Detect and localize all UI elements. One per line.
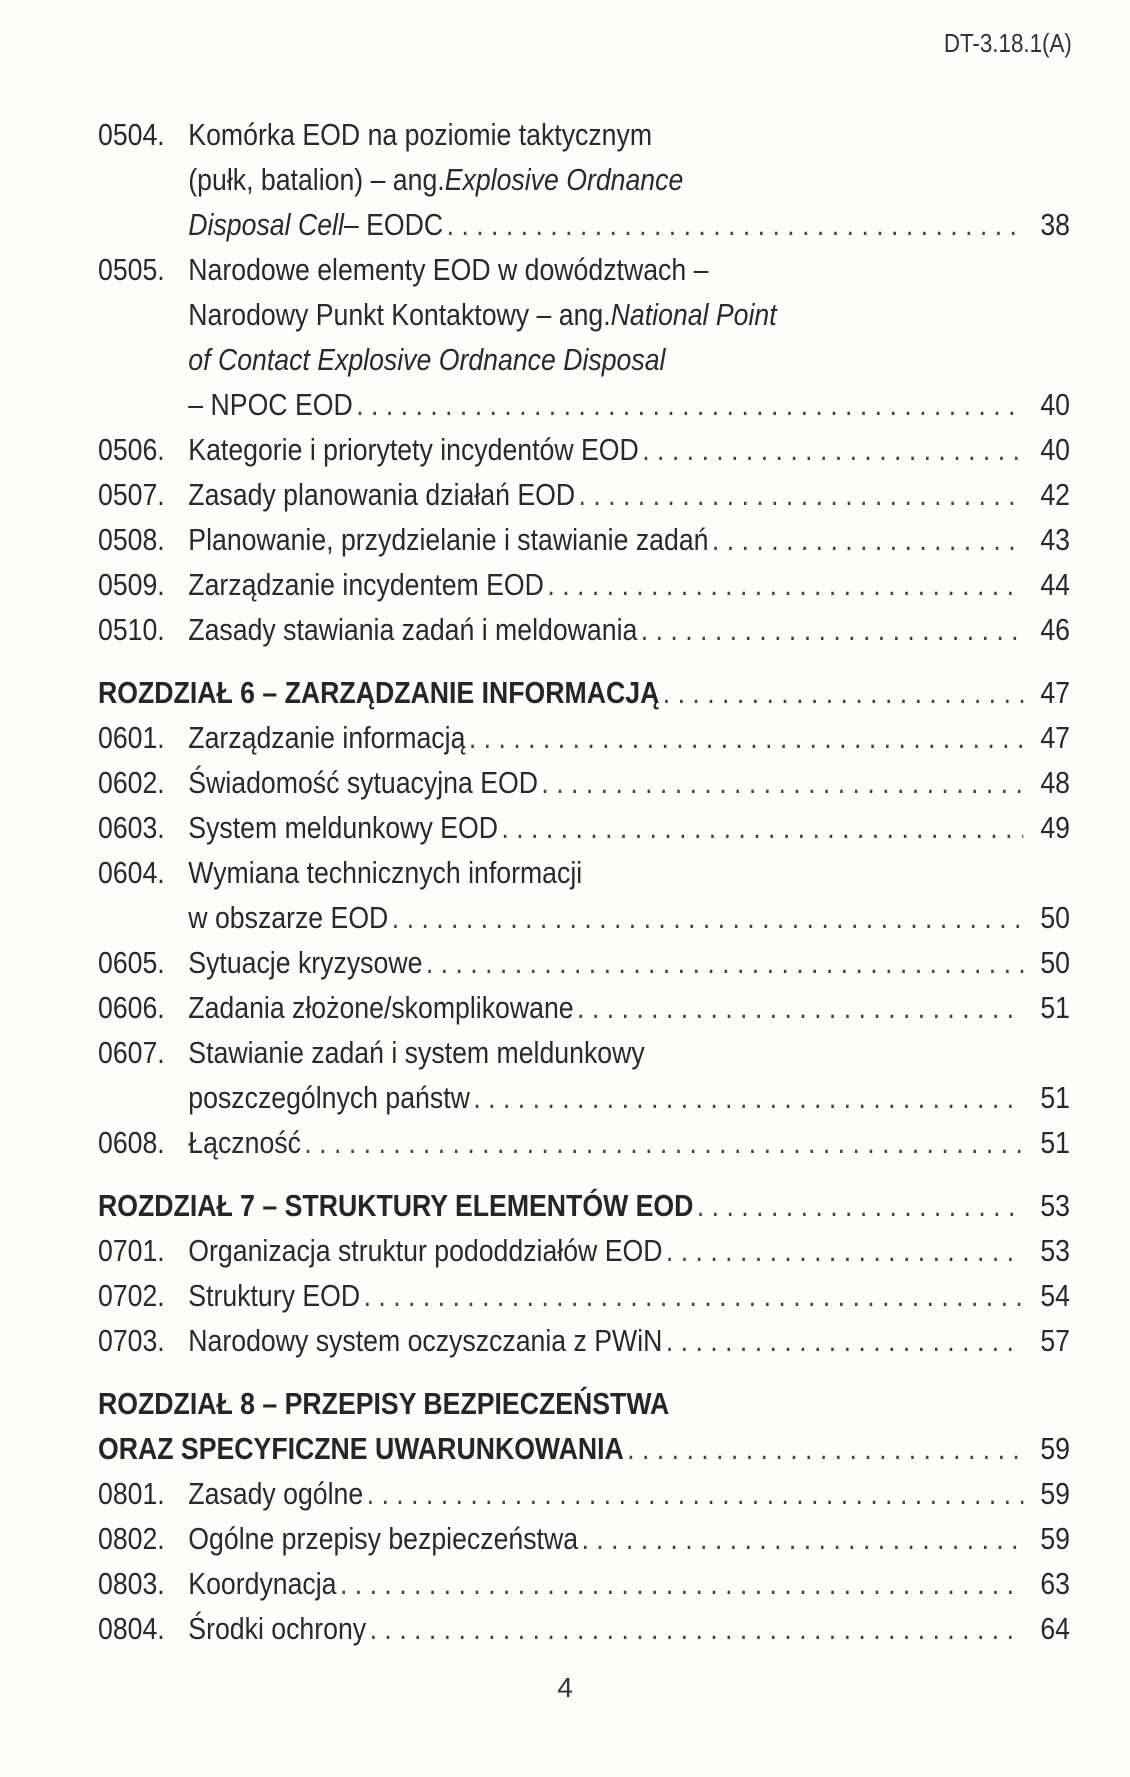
page-number: 64 (1040, 1611, 1070, 1646)
toc-entry-0509[interactable] (98, 562, 1070, 607)
entry-title: Organizacja struktur pododdziałów EOD (188, 1233, 663, 1268)
entry-number: 0702. (98, 1278, 165, 1313)
toc-entry-0510[interactable] (98, 607, 1070, 652)
entry-title-english: of Contact Explosive Ordnance Disposal (188, 342, 666, 377)
entry-number: 0508. (98, 522, 165, 557)
page-footer-number: 4 (557, 1672, 573, 1703)
leader-dots (624, 1426, 1024, 1471)
toc-chapter-8-cont (98, 1426, 1070, 1471)
entry-number: 0509. (98, 567, 165, 602)
entry-title: Ogólne przepisy bezpieczeństwa (188, 1521, 579, 1556)
entry-title: Środki ochrony (188, 1611, 367, 1646)
entry-number: 0606. (98, 990, 165, 1025)
toc-chapter-7[interactable] (98, 1183, 1070, 1228)
toc-entry-0505-cont (98, 382, 1070, 427)
entry-title: Sytuacje kryzysowe (188, 945, 423, 980)
page-number: 40 (1040, 387, 1070, 422)
leader-dots (659, 670, 1023, 715)
leader-dots (693, 1183, 1023, 1228)
page-number: 38 (1040, 207, 1070, 242)
entry-number: 0601. (98, 720, 165, 755)
entry-title: Zarządzanie incydentem EOD (188, 567, 544, 602)
leader-dots (363, 1471, 1023, 1516)
chapter-title: ROZDZIAŁ 8 – PRZEPISY BEZPIECZEŃSTWA (98, 1386, 670, 1421)
entry-number: 0507. (98, 477, 165, 512)
entry-title-english: Explosive Ordnance (444, 162, 684, 197)
entry-title: Planowanie, przydzielanie i stawianie zadań (188, 522, 709, 557)
entry-title: Narodowy system oczyszczania z PWiN (188, 1323, 663, 1358)
toc-entry-0702[interactable] (98, 1273, 1070, 1318)
leader-dots (301, 1120, 1024, 1165)
entry-number: 0803. (98, 1566, 165, 1601)
leader-dots (538, 760, 1024, 805)
entry-title: Komórka EOD na poziomie taktycznym (188, 117, 653, 152)
leader-dots (574, 985, 1024, 1030)
toc-entry-0505-cont (98, 292, 1070, 337)
entry-title: poszczególnych państw (188, 1080, 470, 1115)
page-number: 57 (1040, 1323, 1070, 1358)
page-number: 42 (1040, 477, 1070, 512)
toc-entry-0804[interactable] (98, 1606, 1070, 1651)
entry-number: 0504. (98, 117, 165, 152)
page-number: 40 (1040, 432, 1070, 467)
chapter-title: ORAZ SPECYFICZNE UWARUNKOWANIA (98, 1431, 624, 1466)
leader-dots (544, 562, 1024, 607)
toc-entry-0703[interactable] (98, 1318, 1070, 1363)
toc-entry-0504-cont (98, 202, 1070, 247)
entry-title: w obszarze EOD (188, 900, 389, 935)
page-number: 59 (1040, 1431, 1070, 1466)
toc-entry-0606[interactable] (98, 985, 1070, 1030)
leader-dots (366, 1606, 1023, 1651)
entry-title: Struktury EOD (188, 1278, 361, 1313)
entry-number: 0602. (98, 765, 165, 800)
toc-entry-0508[interactable] (98, 517, 1070, 562)
toc-entry-0601[interactable] (98, 715, 1070, 760)
toc-entry-0604-cont (98, 895, 1070, 940)
page-number: 59 (1040, 1476, 1070, 1511)
toc-chapter-8[interactable] (98, 1381, 1070, 1426)
page-number: 43 (1040, 522, 1070, 557)
page-number: 50 (1040, 900, 1070, 935)
page-number: 63 (1040, 1566, 1070, 1601)
entry-title: Narodowe elementy EOD w dowództwach – (188, 252, 709, 287)
leader-dots (639, 427, 1024, 472)
toc-entry-0504[interactable] (98, 112, 1070, 157)
page-number: 53 (1040, 1233, 1070, 1268)
toc-entry-0605[interactable] (98, 940, 1070, 985)
entry-title: System meldunkowy EOD (188, 810, 498, 845)
entry-title: Stawianie zadań i system meldunkowy (188, 1035, 645, 1070)
entry-number: 0510. (98, 612, 165, 647)
chapter-title: ROZDZIAŁ 6 – ZARZĄDZANIE INFORMACJĄ (98, 675, 660, 710)
leader-dots (465, 715, 1023, 760)
table-of-contents (98, 112, 1070, 1651)
entry-title-english: Disposal Cell (188, 207, 344, 242)
toc-entry-0603[interactable] (98, 805, 1070, 850)
entry-title: Zadania złożone/skomplikowane (188, 990, 574, 1025)
entry-title: Wymiana technicznych informacji (188, 855, 583, 890)
entry-number: 0604. (98, 855, 165, 890)
page-number: 54 (1040, 1278, 1070, 1313)
page-number: 46 (1040, 612, 1070, 647)
entry-number: 0703. (98, 1323, 165, 1358)
toc-entry-0802[interactable] (98, 1516, 1070, 1561)
toc-entry-0602[interactable] (98, 760, 1070, 805)
entry-title: Zasady ogólne (188, 1476, 364, 1511)
entry-title: Zarządzanie informacją (188, 720, 466, 755)
entry-number: 0804. (98, 1611, 165, 1646)
entry-title: Zasady stawiania zadań i meldowania (188, 612, 638, 647)
page-number: 50 (1040, 945, 1070, 980)
page-number: 44 (1040, 567, 1070, 602)
page-number: 51 (1040, 1080, 1070, 1115)
leader-dots (498, 805, 1024, 850)
toc-entry-0608[interactable] (98, 1120, 1070, 1165)
entry-number: 0605. (98, 945, 165, 980)
entry-title: Koordynacja (188, 1566, 337, 1601)
leader-dots (337, 1561, 1024, 1606)
toc-entry-0507[interactable] (98, 472, 1070, 517)
entry-title-english: National Point (610, 297, 777, 332)
leader-dots (708, 517, 1023, 562)
toc-entry-0607[interactable] (98, 1030, 1070, 1075)
toc-entry-0803[interactable] (98, 1561, 1070, 1606)
entry-number: 0801. (98, 1476, 165, 1511)
entry-number: 0506. (98, 432, 165, 467)
toc-entry-0701[interactable] (98, 1228, 1070, 1273)
entry-title: Kategorie i priorytety incydentów EOD (188, 432, 639, 467)
entry-title: – EODC (343, 207, 444, 242)
toc-chapter-6[interactable] (98, 670, 1070, 715)
entry-title: Narodowy Punkt Kontaktowy – ang. (188, 297, 611, 332)
leader-dots (443, 202, 1023, 247)
entry-number: 0701. (98, 1233, 165, 1268)
toc-entry-0504-cont (98, 157, 1070, 202)
entry-title: Łączność (188, 1125, 301, 1160)
page-number: 59 (1040, 1521, 1070, 1556)
page-number: 49 (1040, 810, 1070, 845)
entry-title: – NPOC EOD (188, 387, 353, 422)
toc-entry-0505[interactable] (98, 247, 1070, 292)
leader-dots (662, 1318, 1023, 1363)
page-number: 53 (1040, 1188, 1070, 1223)
leader-dots (470, 1075, 1024, 1120)
page-number: 47 (1040, 720, 1070, 755)
entry-number: 0608. (98, 1125, 165, 1160)
chapter-title: ROZDZIAŁ 7 – STRUKTURY ELEMENTÓW EOD (98, 1188, 694, 1223)
document-code: DT-3.18.1(A) (944, 28, 1072, 58)
entry-title: (pułk, batalion) – ang. (188, 162, 445, 197)
leader-dots (637, 607, 1023, 652)
toc-entry-0607-cont (98, 1075, 1070, 1120)
entry-number: 0607. (98, 1035, 165, 1070)
entry-number: 0603. (98, 810, 165, 845)
page-number: 51 (1040, 990, 1070, 1025)
toc-entry-0604[interactable] (98, 850, 1070, 895)
leader-dots (578, 1516, 1023, 1561)
page-number: 48 (1040, 765, 1070, 800)
entry-number: 0505. (98, 252, 165, 287)
entry-number: 0802. (98, 1521, 165, 1556)
entry-title: Świadomość sytuacyjna EOD (188, 765, 538, 800)
toc-entry-0506[interactable] (98, 427, 1070, 472)
leader-dots (662, 1228, 1023, 1273)
leader-dots (422, 940, 1023, 985)
toc-entry-0801[interactable] (98, 1471, 1070, 1516)
leader-dots (353, 382, 1024, 427)
leader-dots (360, 1273, 1023, 1318)
page-number: 47 (1040, 675, 1070, 710)
toc-entry-0505-cont (98, 337, 1070, 382)
leader-dots (575, 472, 1023, 517)
entry-title: Zasady planowania działań EOD (188, 477, 576, 512)
page-number: 51 (1040, 1125, 1070, 1160)
leader-dots (388, 895, 1023, 940)
